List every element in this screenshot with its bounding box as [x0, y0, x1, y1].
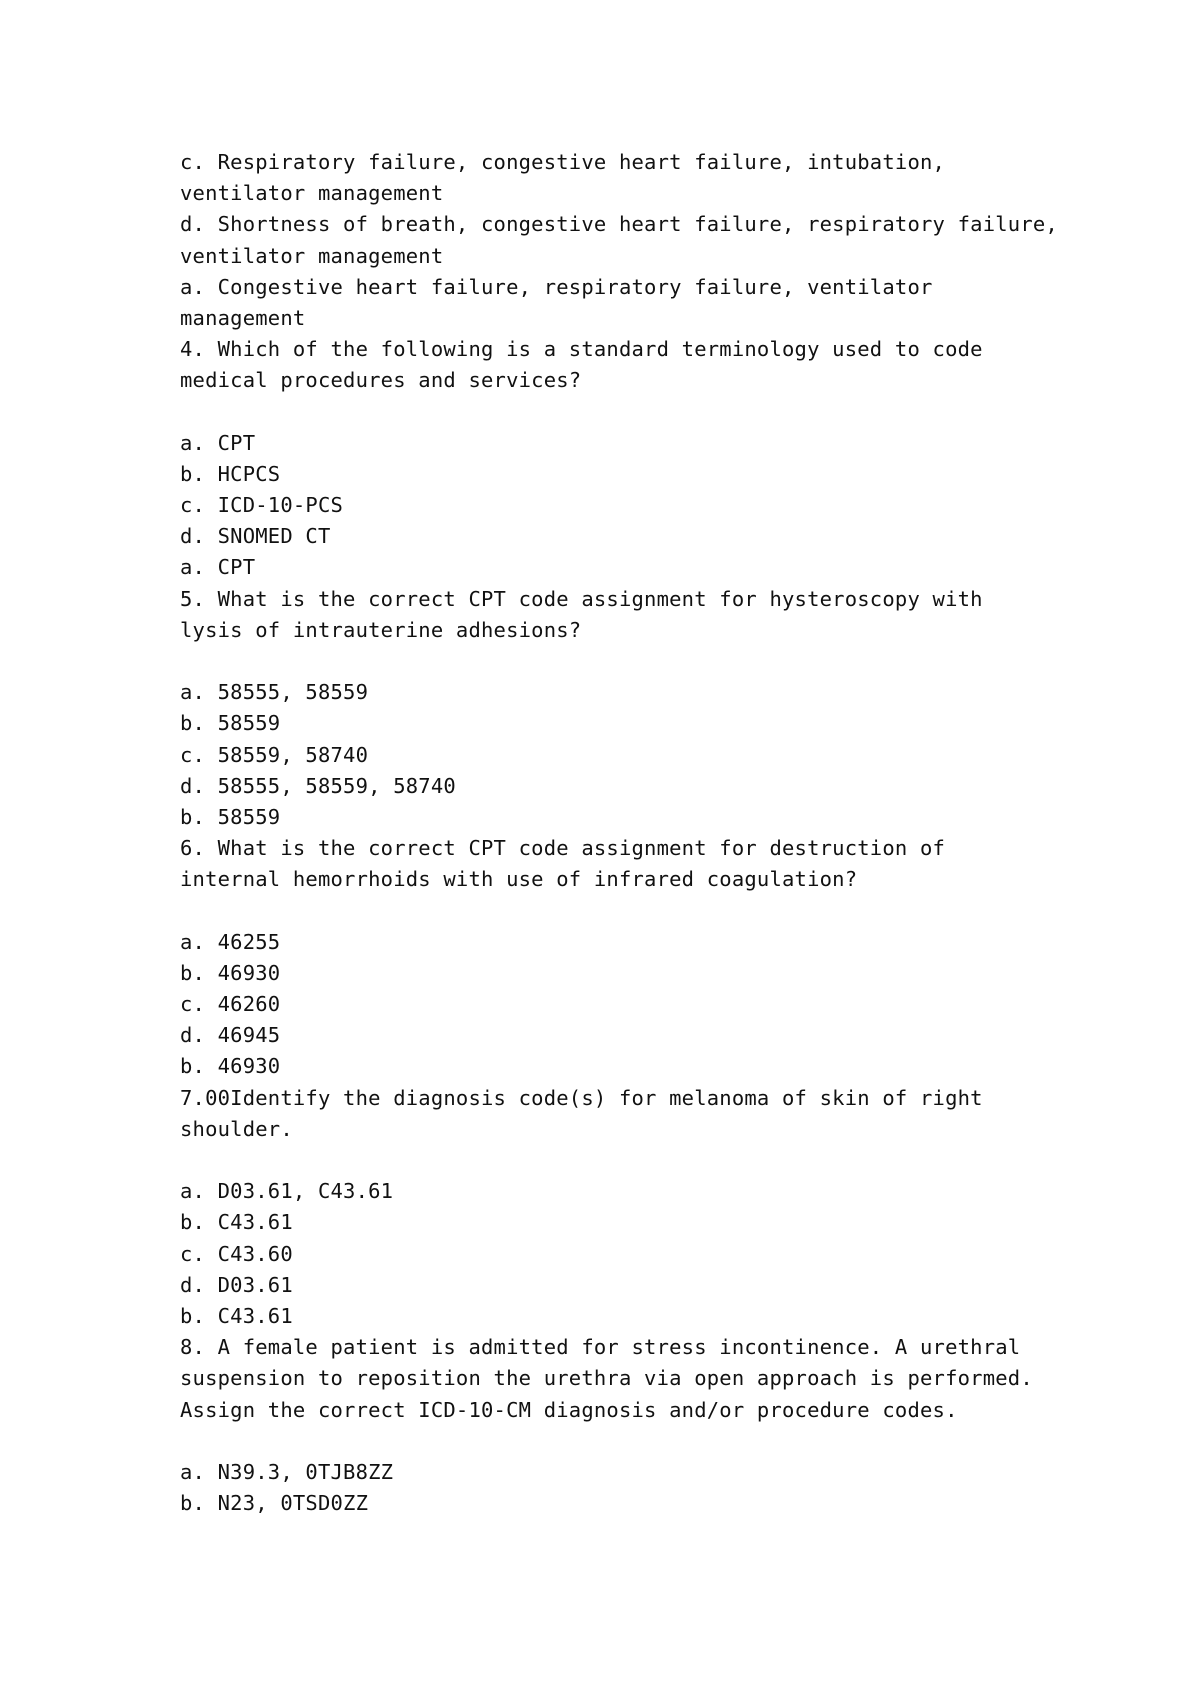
question-4-line: 4. Which of the following is a standard terminology used to code: [180, 337, 983, 362]
answer-line: b. C43.61: [180, 1303, 293, 1328]
question-8-line: Assign the correct ICD-10-CM diagnosis and/or procedure codes.: [180, 1397, 958, 1422]
option-line: b. 58559: [180, 711, 281, 736]
blank-line: [180, 1145, 1080, 1176]
option-line: a. CPT: [180, 430, 256, 455]
option-line: c. 46260: [180, 992, 281, 1017]
question-8-line: suspension to reposition the urethra via open approach is performed.: [180, 1366, 1033, 1391]
question-7-line: shoulder.: [180, 1116, 293, 1141]
text-line: a. Congestive heart failure, respiratory failure, ventilator: [180, 274, 933, 299]
option-line: b. N23, 0TSD0ZZ: [180, 1491, 369, 1516]
question-7-line: 7.00Identify the diagnosis code(s) for melanoma of skin of right: [180, 1085, 983, 1110]
answer-line: a. CPT: [180, 555, 256, 580]
text-line: ventilator management: [180, 181, 444, 206]
question-5-line: lysis of intrauterine adhesions?: [180, 617, 582, 642]
answer-line: b. 58559: [180, 804, 281, 829]
question-6-line: 6. What is the correct CPT code assignment for destruction of: [180, 836, 946, 861]
blank-line: [180, 896, 1080, 927]
text-line: ventilator management: [180, 243, 444, 268]
question-8-line: 8. A female patient is admitted for stress incontinence. A urethral: [180, 1335, 1021, 1360]
text-line: management: [180, 305, 306, 330]
question-6-line: internal hemorrhoids with use of infrared coagulation?: [180, 867, 858, 892]
question-4-line: medical procedures and services?: [180, 368, 582, 393]
option-line: c. ICD-10-PCS: [180, 493, 344, 518]
option-line: d. D03.61: [180, 1272, 293, 1297]
blank-line: [180, 646, 1080, 677]
text-line: d. Shortness of breath, congestive heart failure, respiratory failure,: [180, 212, 1058, 237]
option-line: c. 58559, 58740: [180, 742, 369, 767]
option-line: b. C43.61: [180, 1210, 293, 1235]
answer-line: b. 46930: [180, 1054, 281, 1079]
option-line: a. 58555, 58559: [180, 680, 369, 705]
question-5-line: 5. What is the correct CPT code assignment for hysteroscopy with: [180, 586, 983, 611]
option-line: d. 46945: [180, 1023, 281, 1048]
text-line: c. Respiratory failure, congestive heart failure, intubation,: [180, 150, 946, 174]
option-line: d. SNOMED CT: [180, 524, 331, 549]
option-line: a. N39.3, 0TJB8ZZ: [180, 1459, 394, 1484]
document-body: [180, 147, 1080, 1519]
option-line: b. 46930: [180, 960, 281, 985]
blank-line: [180, 397, 1080, 428]
blank-line: [180, 1426, 1080, 1457]
option-line: a. 46255: [180, 929, 281, 954]
option-line: a. D03.61, C43.61: [180, 1179, 394, 1204]
option-line: d. 58555, 58559, 58740: [180, 773, 456, 798]
option-line: c. C43.60: [180, 1241, 293, 1266]
option-line: b. HCPCS: [180, 461, 281, 486]
